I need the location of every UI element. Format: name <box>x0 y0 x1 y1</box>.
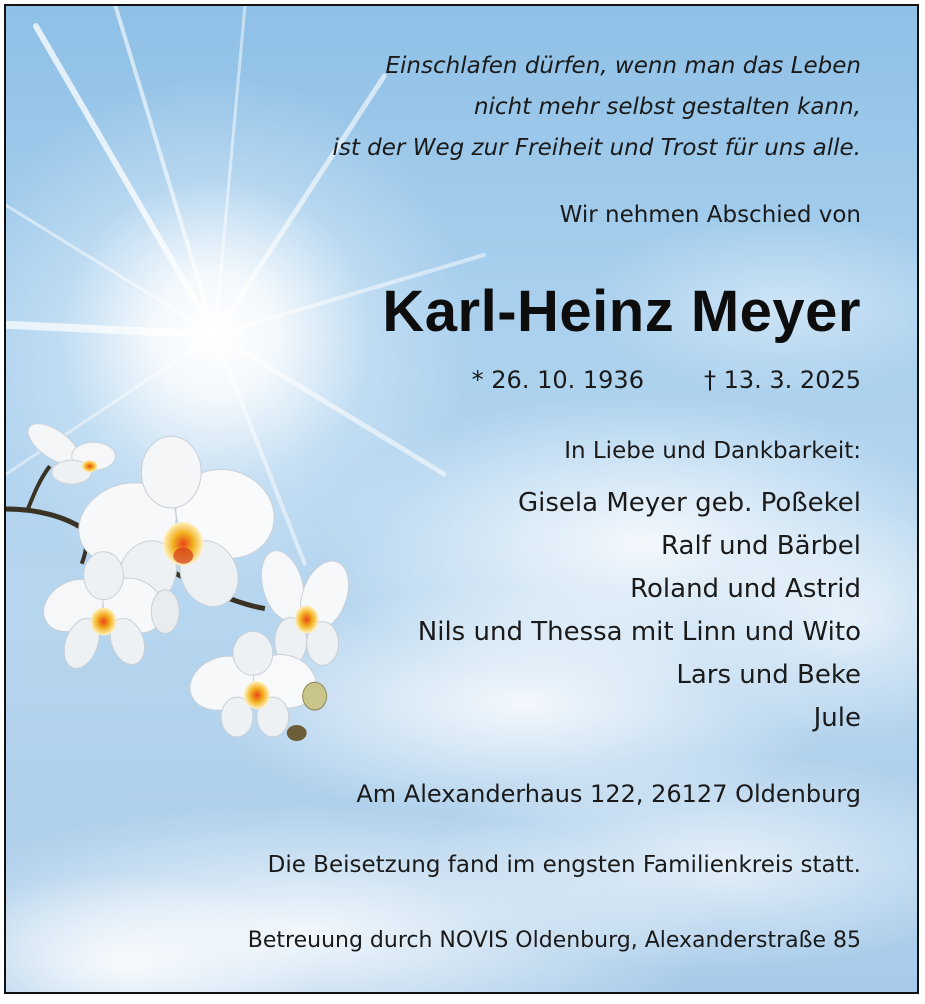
farewell-intro: Wir nehmen Abschied von <box>559 202 861 228</box>
mourner-entry: Roland und Astrid <box>630 574 861 604</box>
life-dates <box>472 366 861 394</box>
mourner-entry: Ralf und Bärbel <box>661 531 861 561</box>
birth-date: * 26. 10. 1936 <box>471 366 644 394</box>
mourner-entry: Gisela Meyer geb. Poßekel <box>517 488 861 518</box>
quote-line: Einschlafen dürfen, wenn man das Leben <box>385 53 861 79</box>
mourner-entry: Jule <box>813 703 861 733</box>
death-date: † 13. 3. 2025 <box>703 366 861 394</box>
mourner-entry: Nils und Thessa mit Linn und Wito <box>417 617 861 647</box>
family-address: Am Alexanderhaus 122, 26127 Oldenburg <box>356 780 861 808</box>
quote-line: nicht mehr selbst gestalten kann, <box>473 94 861 120</box>
obituary-card <box>4 4 919 994</box>
quote-line: ist der Weg zur Freiheit und Trost für uns alle. <box>332 135 861 161</box>
mourners-heading: In Liebe und Dankbarkeit: <box>564 438 861 464</box>
mourner-entry: Lars und Beke <box>676 660 861 690</box>
deceased-name: Karl-Heinz Meyer <box>382 279 861 344</box>
mourners-list <box>418 482 861 740</box>
quote <box>332 46 861 169</box>
funeral-service-note: Betreuung durch NOVIS Oldenburg, Alexanderstraße 85 <box>247 928 861 953</box>
funeral-note: Die Beisetzung fand im engsten Familienkreis statt. <box>267 852 861 878</box>
